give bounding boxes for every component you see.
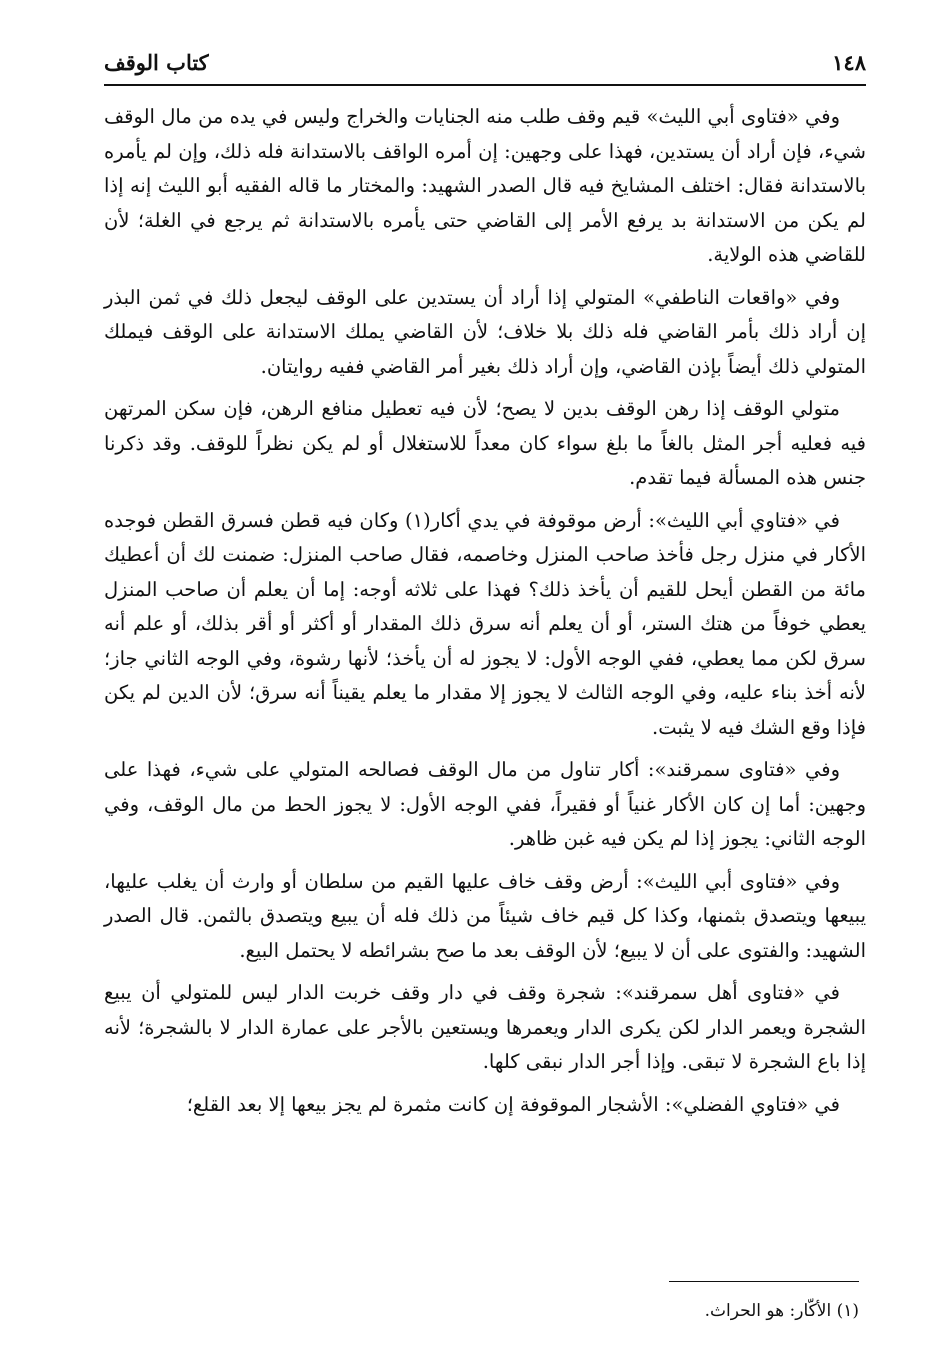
footnote: (١) الأكّار: هو الحراث. — [704, 1301, 859, 1321]
book-title: كتاب الوقف — [104, 49, 209, 75]
paragraph: متولي الوقف إذا رهن الوقف بدين لا يصح؛ لأن فيه تعطيل منافع الرهن، فإن سكن المرتهن فيه فعليه أجر المثل بالغاً ما بلغ سواء كان معداً للاستغلال أو لم يكن نظراً للوقف. وقد ذكرنا جنس هذه المسألة فيما تقدم. — [104, 397, 866, 489]
paragraph: وفي «فتاوى أبي الليث»: أرض وقف خاف عليها القيم من سلطان أو وارث أن يغلب عليها، يبيعها ويتصدق بثمنها، وكذا كل قيم خاف شيئاً من ذلك فله أن يبيع ويتصدق بالثمن. قال الصدر الشهيد: والفتوى على أن لا يبيع؛ لأن الوقف بعد ما صح بشرائطه لا يحتمل البيع. — [104, 869, 866, 962]
paragraph: وفي «فتاوى سمرقند»: أكار تناول من مال الوقف فصالحه المتولي على شيء، فهذا على وجهين: أما إن كان الأكار غنياً أو فقيراً، ففي الوجه الأول: لا يجوز الحط من مال الوقف، وفي الوجه الثاني: يجوز إذا لم يكن فيه غبن ظاهر. — [104, 758, 866, 850]
paragraph: في «فتاوي الفضلي»: الأشجار الموقوفة إن كانت مثمرة لم يجز بيعها إلا بعد القلع؛ — [186, 1092, 840, 1116]
header-rule — [104, 84, 866, 86]
page-number: ١٤٨ — [832, 49, 866, 75]
paragraph: في «فتاوى أهل سمرقند»: شجرة وقف في دار وقف خربت الدار ليس للمتولي أن يبيع الشجرة ويعمر الدار لكن يكرى الدار ويعمرها ويستعين بالأجر على عمارة الدار لا بالشجرة؛ لأنه إذا باع الشجرة لا تبقى. وإذا أجر الدار نبقى كلها. — [104, 981, 866, 1073]
paragraph: في «فتاوي أبي الليث»: أرض موقوفة في يدي أكار(١) وكان فيه قطن فسرق القطن فوجده الأكار في منزل رجل فأخذ صاحب المنزل وخاصمه، فقال صاحب المنزل: ضمنت لك أن أعطيك مائة من القطن أيحل للقيم أن يأخذ ذلك؟ فهذا على ثلاثه أوجه: إما أن يعلم أن صاحب المنزل يعطي خوفاً من هتك الستر، أو أن يعلم أنه سرق ذلك المقدار أو أكثر أو أقر بذلك، أو علم أنه سرق لكن مما يعطي، ففي الوجه الأول: لا يجوز له أن يأخذ؛ لأنها رشوة، وفي الوجه الثاني جاز؛ لأنه أخذ بناء عليه، وفي الوجه الثالث لا يجوز إلا مقدار ما يعلم يقيناً أنه سرق؛ لأن الدين لم يكن فإذا وقع الشك فيه لا يثبت. — [104, 508, 866, 739]
paragraph: وفي «فتاوى أبي الليث» قيم وقف طلب منه الجنايات والخراج وليس في يده من مال الوقف شيء، فإن أراد أن يستدين، فهذا على وجهين: إن أمره الواقف بالاستدانة فله ذلك، وإن لم يأمره بالاستدانة فقال: اختلف المشايخ فيه قال الصدر الشهيد: والمختار ما قاله الفقيه أبو الليث إنه إذا لم يكن من الاستدانة بد يرفع الأمر إلى القاضي حتى يأمره بالاستدانة ثم يرجع في الغلة؛ لأن للقاضي هذه الولاية. — [104, 105, 866, 266]
main-text — [104, 100, 866, 1130]
paragraph: وفي «واقعات الناطفي» المتولي إذا أراد أن يستدين على الوقف ليجعل ذلك في ثمن البذر إن أراد ذلك بأمر القاضي فله ذلك بلا خلاف؛ لأن القاضي يملك الاستدانة على الوقف فيملك المتولي ذلك أيضاً بإذن القاضي، وإن أراد ذلك بغير أمر القاضي ففيه روايتان. — [104, 285, 867, 378]
footnote-separator — [669, 1281, 859, 1282]
page-header — [104, 42, 866, 82]
